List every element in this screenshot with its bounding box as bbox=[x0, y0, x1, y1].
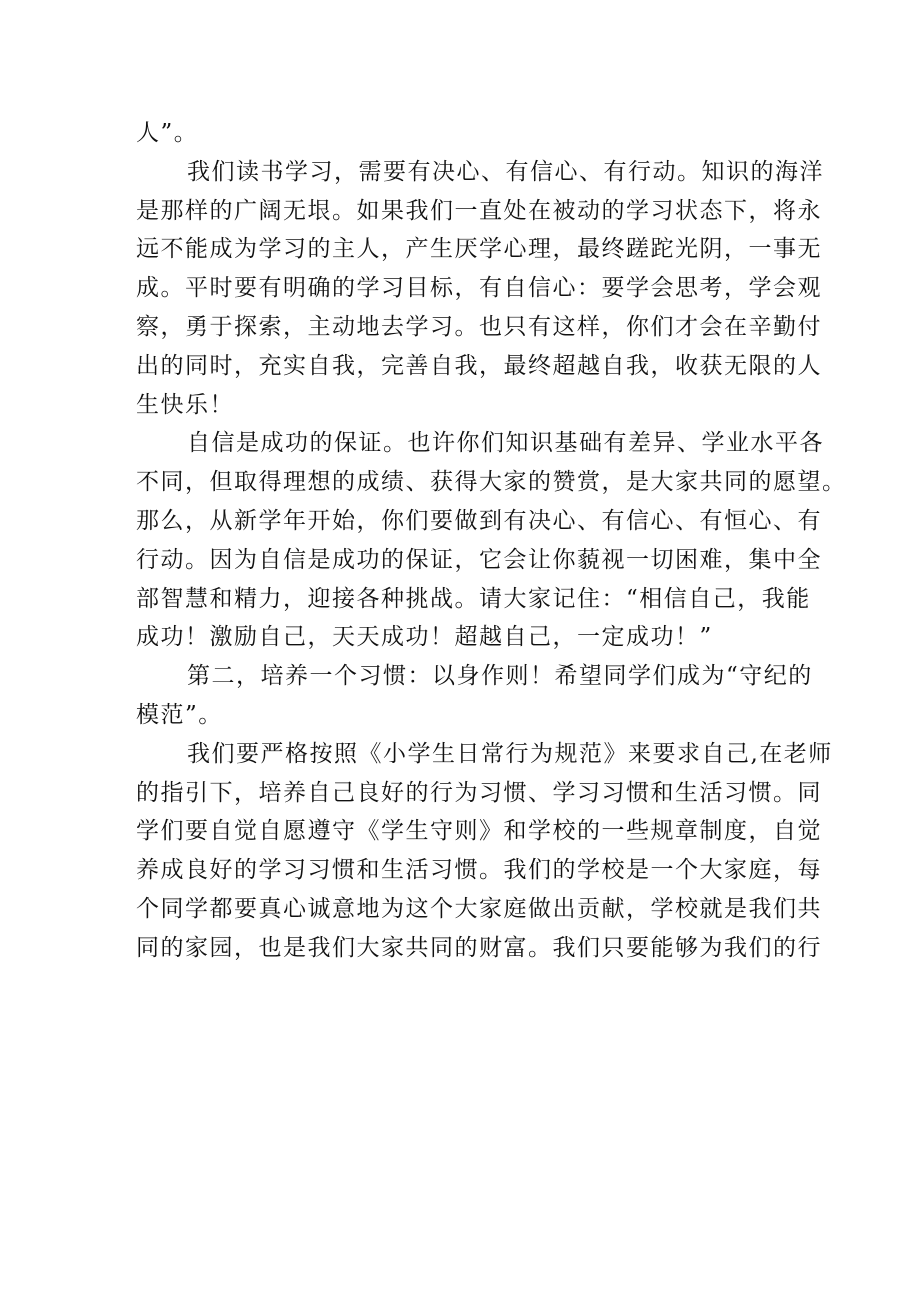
text-line: 个同学都要真心诚意地为这个大家庭做出贡献，学校就是我们共 bbox=[136, 895, 822, 922]
text-line: 察，勇于探索，主动地去学习。也只有这样，你们才会在辛勤付 bbox=[136, 313, 822, 340]
text-line: 的指引下，培养自己良好的行为习惯、学习习惯和生活习惯。同 bbox=[136, 779, 822, 806]
text-line: 我们要严格按照《小学生日常行为规范》来要求自己,在老师 bbox=[187, 740, 833, 767]
text-line: 部智慧和精力，迎接各种挑战。请大家记住：“相信自己，我能 bbox=[136, 585, 811, 612]
text-line: 模范”。 bbox=[136, 701, 223, 728]
text-line: 养成良好的学习习惯和生活习惯。我们的学校是一个大家庭，每 bbox=[136, 857, 822, 884]
text-line: 是那样的广阔无垠。如果我们一直处在被动的学习状态下，将永 bbox=[136, 197, 822, 224]
text-line: 那么，从新学年开始，你们要做到有决心、有信心、有恒心、有 bbox=[136, 507, 822, 534]
text-line: 生快乐！ bbox=[136, 391, 234, 418]
text-line: 我们读书学习，需要有决心、有信心、有行动。知识的海洋 bbox=[187, 158, 824, 185]
text-line: 自信是成功的保证。也许你们知识基础有差异、学业水平各 bbox=[187, 430, 824, 457]
text-line: 学们要自觉自愿遵守《学生守则》和学校的一些规章制度，自觉 bbox=[136, 818, 822, 845]
text-line: 不同，但取得理想的成绩、获得大家的赞赏，是大家共同的愿望。 bbox=[136, 469, 847, 496]
text-line: 第二，培养一个习惯：以身作则！希望同学们成为“守纪的 bbox=[187, 663, 813, 690]
body-text bbox=[136, 114, 847, 968]
text-line: 出的同时，充实自我，完善自我，最终超越自我，收获无限的人 bbox=[136, 352, 822, 379]
text-line: 同的家园，也是我们大家共同的财富。我们只要能够为我们的行 bbox=[136, 934, 822, 961]
text-line: 行动。因为自信是成功的保证，它会让你藐视一切困难，集中全 bbox=[136, 546, 822, 573]
text-line: 成。平时要有明确的学习目标，有自信心：要学会思考，学会观 bbox=[136, 275, 822, 302]
text-line: 人”。 bbox=[136, 120, 199, 146]
text-line: 成功！激励自己，天天成功！超越自己，一定成功！” bbox=[136, 624, 713, 651]
text-line: 远不能成为学习的主人，产生厌学心理，最终蹉跎光阴，一事无 bbox=[136, 236, 822, 263]
